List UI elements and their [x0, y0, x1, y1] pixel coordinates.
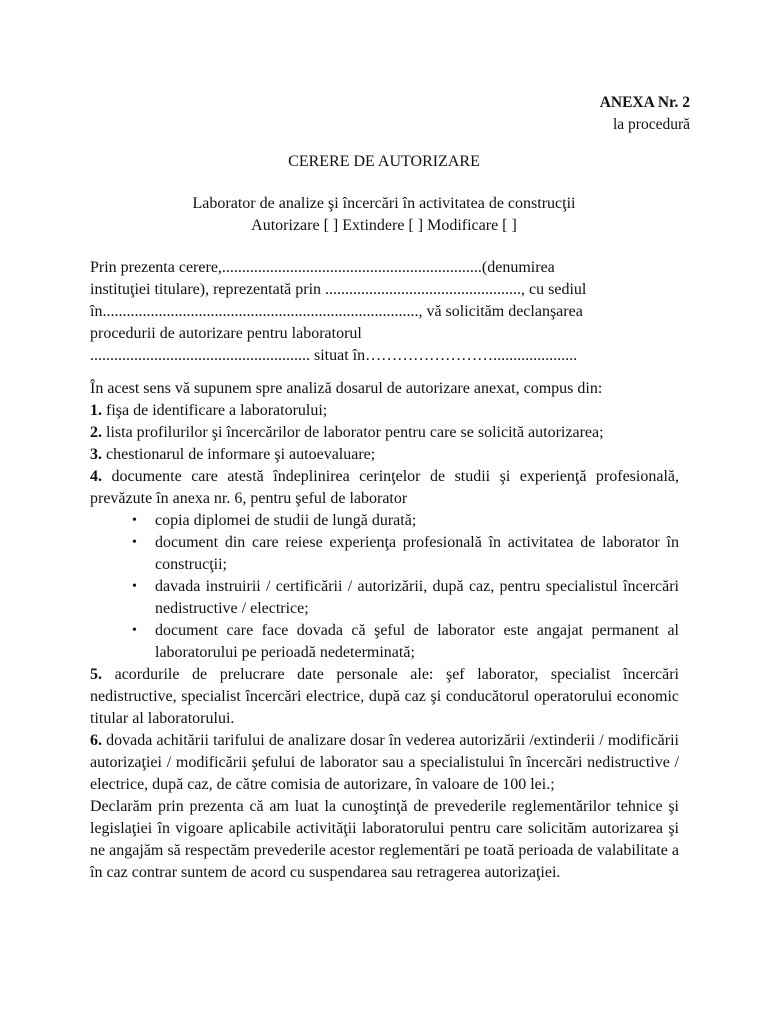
intro-line: instituţiei titulare), reprezentată prin ................................................., cu sediul [90, 281, 587, 298]
dossier-item-3 [90, 444, 679, 466]
intro-paragraph [90, 257, 679, 367]
item-text: fişa de identificare a laboratorului; [102, 402, 328, 419]
dossier-section [90, 378, 679, 884]
bullet-icon: • [132, 579, 137, 594]
dossier-item-6 [90, 730, 679, 796]
bullet-item [90, 576, 679, 620]
annex-number: ANEXA Nr. 2 [599, 94, 690, 111]
item-text: chestionarul de informare şi autoevaluare; [102, 446, 376, 463]
bullet-icon: • [132, 513, 137, 528]
dossier-item-2 [90, 422, 679, 444]
item-number: 3. [90, 446, 102, 463]
subtitle-request-type: Autorizare [ ] Extindere [ ] Modificare [ ] [251, 217, 517, 234]
intro-line: procedurii de autorizare pentru laboratorul [90, 325, 362, 342]
annex-reference: la procedură [612, 116, 690, 133]
item-text: documente care atestă îndeplinirea cerinţelor de studii şi experienţă profesională, prevăzute în anexa nr. 6, pentru şeful de laborator [90, 468, 679, 507]
item-text: lista profilurilor şi încercărilor de laborator pentru care se solicită autorizarea; [102, 424, 604, 441]
dossier-item-4 [90, 466, 679, 510]
intro-line: în..............................................................................., vă solicităm declanşarea [90, 303, 583, 320]
subtitle-laboratory: Laborator de analize şi încercări în activitatea de construcţii [192, 195, 576, 212]
item-number: 4. [90, 468, 102, 485]
dossier-item-5 [90, 664, 679, 730]
bullet-item [90, 532, 679, 576]
item-text: dovada achitării tarifului de analizare dosar în vederea autorizării /extinderii / modificării autorizaţiei / modificării şefului de laborator sau a specialistului în încercări nedistructive / electrice, după caz, de către comisia de autorizare, în valoare de 100 lei.; [90, 732, 679, 793]
item-text: acordurile de prelucrare date personale ale: şef laborator, specialist încercări nedistructive, specialist încercări electrice, după caz şi conducătorul operatorului economic titular al laboratorului. [90, 666, 679, 727]
bullet-text: document din care reiese experienţa profesională în activitatea de laborator în construcţii; [155, 534, 679, 573]
item-number: 5. [90, 666, 102, 683]
declaration-paragraph: Declarăm prin prezenta că am luat la cunoştinţă de prevederile reglementărilor tehnice şi legislaţiei în vigoare aplicabile activităţii laboratorului pentru care solicităm autorizarea şi ne angajăm să respectăm prevederile acestor reglementări pe toată perioada de valabilitate a în caz contrar suntem de acord cu suspendarea sau retragerea autorizaţiei. [90, 798, 679, 881]
document-title: CERERE DE AUTORIZARE [288, 153, 480, 170]
bullet-text: document care face dovada că şeful de laborator este angajat permanent al laboratorului pe perioadă nedeterminată; [155, 622, 679, 661]
dossier-item-1 [90, 400, 679, 422]
document-subtitle [0, 193, 768, 237]
item-number: 1. [90, 402, 102, 419]
bullet-text: copia diplomei de studii de lungă durată; [155, 512, 417, 529]
bullet-item [90, 510, 679, 532]
intro-line: ....................................................... situat în……………………..................... [90, 347, 578, 364]
bullet-icon: • [132, 623, 137, 638]
bullet-text: davada instruirii / certificării / autorizării, după caz, pentru specialistul încercări nedistructive / electrice; [155, 578, 679, 617]
dossier-lead: În acest sens vă supunem spre analiză dosarul de autorizare anexat, compus din: [90, 380, 603, 397]
intro-line: Prin prezenta cerere,.................................................................(denumirea [90, 259, 555, 276]
annex-header [600, 92, 690, 136]
bullet-item [90, 620, 679, 664]
item-number: 2. [90, 424, 102, 441]
bullet-list [90, 510, 679, 664]
item-number: 6. [90, 732, 102, 749]
bullet-icon: • [132, 535, 137, 550]
